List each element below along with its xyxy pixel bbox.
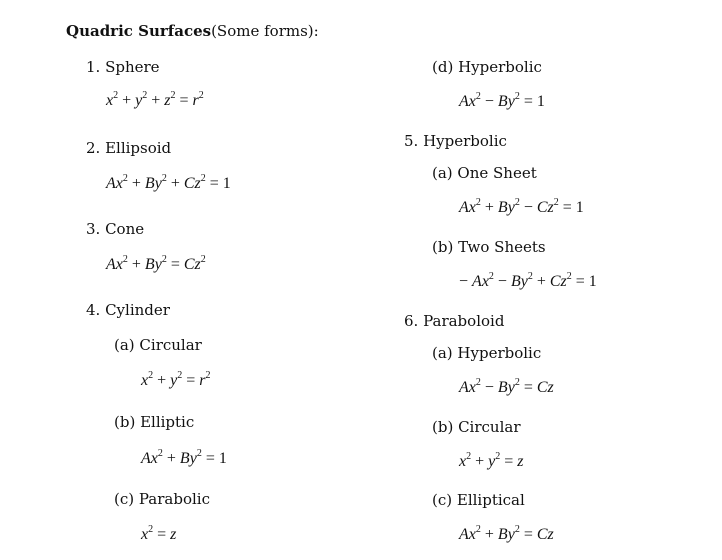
cylinder-parabolic-equation: $x^2 = z$ (141, 524, 177, 543)
title-rest: (Some forms): (211, 22, 319, 40)
ellipsoid-label: 2. Ellipsoid (86, 139, 172, 157)
hyperbolic-two-sheets-label: (b) Two Sheets (432, 238, 546, 256)
cylinder-circular-equation: $x^2 + y^2 = r^2$ (141, 370, 211, 389)
cylinder-circular-label: (a) Circular (114, 336, 202, 354)
cylinder-hyperbolic-equation: $Ax^2 - By^2 = 1$ (459, 91, 545, 110)
paraboloid-circular-label: (b) Circular (432, 418, 521, 436)
cylinder-parabolic-label: (c) Parabolic (114, 490, 210, 508)
sphere-equation: $x^2 + y^2 + z^2 = r^2$ (106, 90, 204, 109)
paraboloid-hyperbolic-equation: $Ax^2 - By^2 = Cz$ (459, 377, 554, 396)
sphere-label: 1. Sphere (86, 58, 160, 76)
hyperbolic-label: 5. Hyperbolic (404, 132, 507, 150)
cylinder-hyperbolic-label: (d) Hyperbolic (432, 58, 542, 76)
page-title (66, 22, 319, 40)
title-bold: Quadric Surfaces (66, 22, 212, 40)
hyperbolic-two-sheets-equation: − $Ax^2 - By^2 + Cz^2 = 1$ (459, 271, 597, 290)
cylinder-label: 4. Cylinder (86, 301, 170, 319)
paraboloid-elliptical-equation: $Ax^2 + By^2 = Cz$ (459, 524, 554, 543)
paraboloid-label: 6. Paraboloid (404, 312, 505, 330)
paraboloid-hyperbolic-label: (a) Hyperbolic (432, 344, 542, 362)
cylinder-elliptic-label: (b) Elliptic (114, 413, 195, 431)
paraboloid-elliptical-label: (c) Elliptical (432, 491, 525, 509)
hyperbolic-one-sheet-equation: $Ax^2 + By^2 - Cz^2 = 1$ (459, 197, 584, 216)
cylinder-elliptic-equation: $Ax^2 + By^2 = 1$ (141, 448, 227, 467)
cone-equation: $Ax^2 + By^2 = Cz^2$ (106, 254, 206, 273)
paraboloid-circular-equation: $x^2 + y^2 = z$ (459, 451, 524, 470)
hyperbolic-one-sheet-label: (a) One Sheet (432, 164, 537, 182)
cone-label: 3. Cone (86, 220, 145, 238)
ellipsoid-equation: $Ax^2 + By^2 + Cz^2 = 1$ (106, 173, 231, 192)
